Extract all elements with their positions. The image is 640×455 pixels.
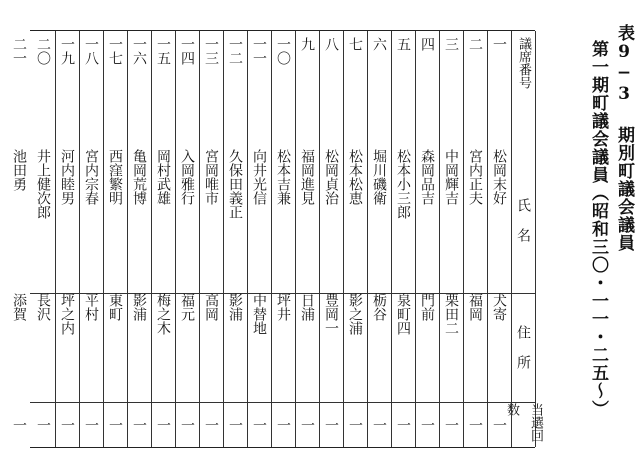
seat-number: 四	[419, 37, 435, 51]
table-row	[319, 31, 344, 447]
seat-number: 一	[491, 37, 507, 51]
table-row	[223, 31, 248, 447]
member-name: 向井光信	[251, 149, 267, 205]
member-address: 栃谷	[371, 293, 387, 321]
member-name: 岡村武雄	[155, 149, 171, 205]
table-row	[31, 31, 56, 447]
election-count: 一	[155, 418, 171, 432]
member-address: 坪井	[275, 293, 291, 321]
election-count: 一	[59, 418, 75, 432]
seat-number: 一三	[203, 37, 219, 65]
seat-number: 一九	[59, 37, 75, 65]
election-count: 一	[299, 418, 315, 432]
table-row	[271, 31, 296, 447]
member-name: 宮内正夫	[467, 149, 483, 205]
seat-number: 六	[371, 37, 387, 51]
election-count: 一	[371, 418, 387, 432]
election-count: 一	[323, 418, 339, 432]
table-row	[487, 31, 512, 447]
election-count: 一	[347, 418, 363, 432]
header-name: 氏 名	[515, 198, 531, 242]
header-election-count: 当選回数	[504, 403, 543, 442]
table-row	[151, 31, 176, 447]
member-name: 井上健次郎	[35, 149, 51, 219]
seat-number: 一六	[131, 37, 147, 65]
member-name: 河内睦男	[59, 149, 75, 205]
table-row	[247, 31, 272, 447]
election-count: 一	[179, 418, 195, 432]
member-address: 日浦	[299, 293, 315, 321]
election-count: 一	[83, 418, 99, 432]
member-name: 亀岡荒博	[131, 149, 147, 205]
seat-number: 五	[395, 37, 411, 51]
election-count: 一	[275, 418, 291, 432]
seat-number: 九	[299, 37, 315, 51]
election-count: 一	[467, 418, 483, 432]
member-address: 福元	[179, 293, 195, 321]
table-row	[103, 31, 128, 447]
member-name: 松本吉兼	[275, 149, 291, 205]
member-address: 高岡	[203, 293, 219, 321]
member-name: 森岡品吉	[419, 149, 435, 205]
council-members-table	[11, 30, 543, 448]
document-title: 表9−3 期別町議会議員	[614, 24, 634, 252]
seat-number: 三	[443, 37, 459, 51]
seat-number: 二一	[11, 37, 27, 65]
table-row	[463, 31, 488, 447]
member-address: 中替地	[251, 293, 267, 335]
member-name: 西窪繁明	[107, 149, 123, 205]
member-address: 犬寄	[491, 293, 507, 321]
member-name: 堀川磯衛	[371, 149, 387, 205]
seat-number: 一四	[179, 37, 195, 65]
election-count: 一	[203, 418, 219, 432]
seat-number: 一〇	[275, 37, 291, 65]
seat-number: 八	[323, 37, 339, 51]
table-row	[175, 31, 200, 447]
member-name: 福岡進見	[299, 149, 315, 205]
member-address: 梅之木	[155, 293, 171, 335]
header-column	[504, 31, 543, 447]
member-address: 影浦	[227, 293, 243, 321]
election-count: 一	[443, 418, 459, 432]
header-seat-number: 議席番号	[516, 37, 531, 89]
member-address: 豊岡一	[323, 293, 339, 335]
election-count: 一	[251, 418, 267, 432]
member-address: 長沢	[35, 293, 51, 321]
member-name: 松本松恵	[347, 149, 363, 205]
member-address: 泉町四	[395, 293, 411, 335]
member-name: 池田勇	[11, 149, 27, 191]
seat-number: 七	[347, 37, 363, 51]
election-count: 一	[419, 418, 435, 432]
member-name: 松岡末好	[491, 149, 507, 205]
seat-number: 一七	[107, 37, 123, 65]
document-subtitle: 第一期町議会議員（昭和三〇・一一・二五〜）	[588, 40, 608, 418]
member-name: 入岡雅行	[179, 149, 195, 205]
member-name: 宮内宗春	[83, 149, 99, 205]
table-row	[343, 31, 368, 447]
member-name: 宮岡唯市	[203, 149, 219, 205]
seat-number: 二	[467, 37, 483, 51]
table-row	[439, 31, 464, 447]
member-address: 影浦	[131, 293, 147, 321]
header-address: 住 所	[515, 325, 531, 369]
seat-number: 一一	[251, 37, 267, 65]
member-address: 東町	[107, 293, 123, 321]
member-name: 松本小三郎	[395, 149, 411, 219]
seat-number: 一二	[227, 37, 243, 65]
member-address: 平村	[83, 293, 99, 321]
table-row	[79, 31, 104, 447]
table-row	[391, 31, 416, 447]
table-row	[295, 31, 320, 447]
election-count: 一	[11, 418, 27, 432]
seat-number: 一五	[155, 37, 171, 65]
member-address: 坪之内	[59, 293, 75, 335]
member-address: 添賀	[11, 293, 27, 321]
election-count: 一	[491, 418, 507, 432]
table-row	[127, 31, 152, 447]
seat-number: 一八	[83, 37, 99, 65]
election-count: 一	[395, 418, 411, 432]
member-name: 久保田義正	[227, 149, 243, 219]
member-address: 門前	[419, 293, 435, 321]
election-count: 一	[131, 418, 147, 432]
table-row	[367, 31, 392, 447]
member-name: 中岡輝吉	[443, 149, 459, 205]
table-row	[7, 31, 31, 447]
table-row	[415, 31, 440, 447]
member-address: 福岡	[467, 293, 483, 321]
member-address: 栗田二	[443, 293, 459, 335]
table-row	[55, 31, 80, 447]
seat-number: 二〇	[35, 37, 51, 65]
table-row	[199, 31, 224, 447]
member-name: 松岡貞治	[323, 149, 339, 205]
election-count: 一	[35, 418, 51, 432]
election-count: 一	[107, 418, 123, 432]
member-address: 影之浦	[347, 293, 363, 335]
election-count: 一	[227, 418, 243, 432]
